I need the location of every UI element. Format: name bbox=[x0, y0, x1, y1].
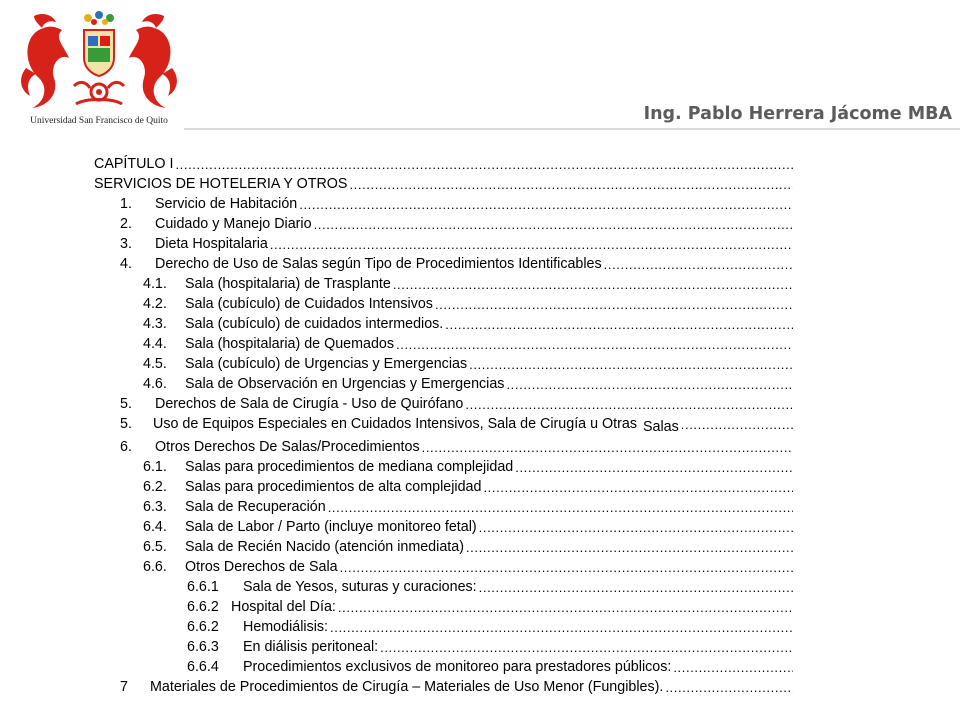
toc-subentry[interactable] bbox=[143, 375, 793, 394]
toc-subentry[interactable] bbox=[143, 538, 793, 557]
toc-entry-number: 4.4. bbox=[143, 336, 167, 352]
toc-entry-title: Sala de Recién Nacido (atención inmediata) bbox=[185, 539, 464, 555]
toc-subsubentry[interactable] bbox=[187, 618, 793, 637]
toc-entry[interactable] bbox=[120, 438, 793, 457]
toc-entry-title: Sala (cubículo) de Urgencias y Emergencias bbox=[185, 356, 468, 372]
toc-entry-title: Uso de Equipos Especiales en Cuidados Intensivos, Sala de Cirugía u Otras bbox=[153, 416, 637, 432]
toc-entry-number: 5. bbox=[120, 396, 132, 412]
toc-entry-title-tail: Salas bbox=[643, 419, 679, 435]
toc-entry-title: Derechos de Sala de Cirugía - Uso de Quirófano bbox=[155, 396, 464, 412]
toc-entry-number: 5. bbox=[120, 416, 132, 432]
toc-entry[interactable] bbox=[120, 215, 793, 234]
toc-leader bbox=[479, 578, 793, 597]
toc-leader bbox=[604, 255, 793, 274]
toc-leader bbox=[435, 295, 793, 314]
toc-subsubentry[interactable] bbox=[187, 598, 793, 617]
toc-subentry[interactable] bbox=[143, 558, 793, 577]
toc-entry[interactable] bbox=[120, 255, 793, 274]
toc-entry-title: Sala (cubículo) de Cuidados Intensivos bbox=[185, 296, 433, 312]
toc-subentry[interactable] bbox=[143, 335, 793, 354]
toc-entry-number: 4.3. bbox=[143, 316, 167, 332]
toc-entry-number: 6.2. bbox=[143, 479, 167, 495]
toc-entry-number: 6.1. bbox=[143, 459, 167, 475]
toc-entry-title: CAPÍTULO I bbox=[94, 156, 174, 172]
toc-leader bbox=[175, 155, 793, 174]
toc-entry[interactable] bbox=[120, 415, 793, 434]
toc-entry-number: 6.6.2 bbox=[187, 619, 219, 635]
toc-entry-title: Dieta Hospitalaria bbox=[155, 236, 268, 252]
toc-leader bbox=[465, 395, 793, 414]
toc-leader bbox=[314, 215, 793, 234]
toc-leader bbox=[466, 538, 793, 557]
toc-subentry[interactable] bbox=[143, 295, 793, 314]
toc-entry-title: Servicio de Habitación bbox=[155, 196, 298, 212]
toc-entry-title: Cuidado y Manejo Diario bbox=[155, 216, 312, 232]
toc-leader bbox=[338, 598, 793, 617]
toc-entry[interactable] bbox=[120, 395, 793, 414]
toc-entry-title: Otros Derechos De Salas/Procedimientos bbox=[155, 439, 420, 455]
toc-subsubentry[interactable] bbox=[187, 658, 793, 677]
toc-entry-title: SERVICIOS DE HOTELERIA Y OTROS bbox=[94, 176, 348, 192]
toc-entry-title: Salas para procedimientos de alta complejidad bbox=[185, 479, 482, 495]
toc-entry-title: Sala (hospitalaria) de Trasplante bbox=[185, 276, 391, 292]
toc-entry-number: 3. bbox=[120, 236, 132, 252]
toc-entry-number: 4.2. bbox=[143, 296, 167, 312]
toc-entry-number: 6.6.2 bbox=[187, 599, 219, 615]
toc-subentry[interactable] bbox=[143, 315, 793, 334]
toc-entry-title: Sala de Observación en Urgencias y Emergencias bbox=[185, 376, 505, 392]
toc-entry-number: 6.6. bbox=[143, 559, 167, 575]
toc-subsubentry[interactable] bbox=[187, 578, 793, 597]
toc-subentry[interactable] bbox=[143, 355, 793, 374]
toc-entry[interactable] bbox=[120, 195, 793, 214]
toc-entry-title: Derecho de Uso de Salas según Tipo de Procedimientos Identificables bbox=[155, 256, 602, 272]
crest-icon bbox=[14, 8, 184, 116]
university-logo bbox=[14, 8, 184, 132]
toc-entry-number: 6. bbox=[120, 439, 132, 455]
toc-subentry[interactable] bbox=[143, 518, 793, 537]
toc-entry-number: 1. bbox=[120, 196, 132, 212]
toc-leader bbox=[330, 618, 793, 637]
toc-entry[interactable] bbox=[120, 678, 793, 697]
toc-entry-title: Otros Derechos de Sala bbox=[185, 559, 338, 575]
toc-entry-title: En diálisis peritoneal: bbox=[243, 639, 379, 655]
toc-entry-title: Materiales de Procedimientos de Cirugía – Materiales de Uso Menor (Fungibles). bbox=[150, 679, 664, 695]
toc-leader bbox=[479, 518, 793, 537]
toc-entry-number: 2. bbox=[120, 216, 132, 232]
toc-entry-number: 7 bbox=[120, 679, 128, 695]
toc-leader bbox=[506, 375, 793, 394]
logo-caption: Universidad San Francisco de Quito bbox=[30, 116, 168, 126]
toc-entry-title: Sala de Recuperación bbox=[185, 499, 326, 515]
toc-entry-number: 4.6. bbox=[143, 376, 167, 392]
toc-subentry[interactable] bbox=[143, 275, 793, 294]
toc-entry-number: 4.1. bbox=[143, 276, 167, 292]
toc-subentry[interactable] bbox=[143, 498, 793, 517]
toc-leader bbox=[665, 678, 793, 697]
author-name: Ing. Pablo Herrera Jácome MBA bbox=[643, 104, 952, 124]
toc-leader bbox=[328, 498, 793, 517]
toc-entry-title: Sala (hospitalaria) de Quemados bbox=[185, 336, 395, 352]
toc-entry-title: Salas para procedimientos de mediana complejidad bbox=[185, 459, 514, 475]
header-divider bbox=[184, 128, 960, 130]
toc-entry-title: Sala de Yesos, suturas y curaciones: bbox=[243, 579, 477, 595]
toc-leader bbox=[483, 478, 793, 497]
toc-entry-title: Sala de Labor / Parto (incluye monitoreo fetal) bbox=[185, 519, 477, 535]
toc-entry-number: 6.6.1 bbox=[187, 579, 219, 595]
toc-leader bbox=[515, 458, 793, 477]
toc-leader bbox=[422, 438, 793, 457]
toc-entry-number: 6.5. bbox=[143, 539, 167, 555]
toc-subsubentry[interactable] bbox=[187, 638, 793, 657]
toc-leader bbox=[681, 415, 793, 434]
toc-entry-number: 6.3. bbox=[143, 499, 167, 515]
toc-entry-chapter[interactable] bbox=[94, 155, 793, 174]
toc-leader bbox=[445, 315, 793, 334]
toc-leader bbox=[270, 235, 793, 254]
toc-entry-title: Sala (cubículo) de cuidados intermedios. bbox=[185, 316, 444, 332]
toc-leader bbox=[299, 195, 793, 214]
toc-leader bbox=[340, 558, 793, 577]
toc-entry-title: Hemodiálisis: bbox=[243, 619, 329, 635]
toc-entry-number: 6.4. bbox=[143, 519, 167, 535]
toc-entry[interactable] bbox=[120, 235, 793, 254]
toc-leader bbox=[349, 175, 793, 194]
toc-subentry[interactable] bbox=[143, 478, 793, 497]
toc-entry-title: Hospital del Día: bbox=[231, 599, 336, 615]
toc-entry-title: Procedimientos exclusivos de monitoreo para prestadores públicos: bbox=[243, 659, 672, 675]
toc-leader bbox=[673, 658, 793, 677]
toc-subentry[interactable] bbox=[143, 458, 793, 477]
toc-leader bbox=[396, 335, 793, 354]
toc-leader bbox=[380, 638, 793, 657]
toc-leader bbox=[393, 275, 793, 294]
toc-entry-number: 4. bbox=[120, 256, 132, 272]
toc-entry-section[interactable] bbox=[94, 175, 793, 194]
toc-entry-number: 4.5. bbox=[143, 356, 167, 372]
toc-entry-number: 6.6.3 bbox=[187, 639, 219, 655]
toc-entry-number: 6.6.4 bbox=[187, 659, 219, 675]
toc-leader bbox=[469, 355, 793, 374]
